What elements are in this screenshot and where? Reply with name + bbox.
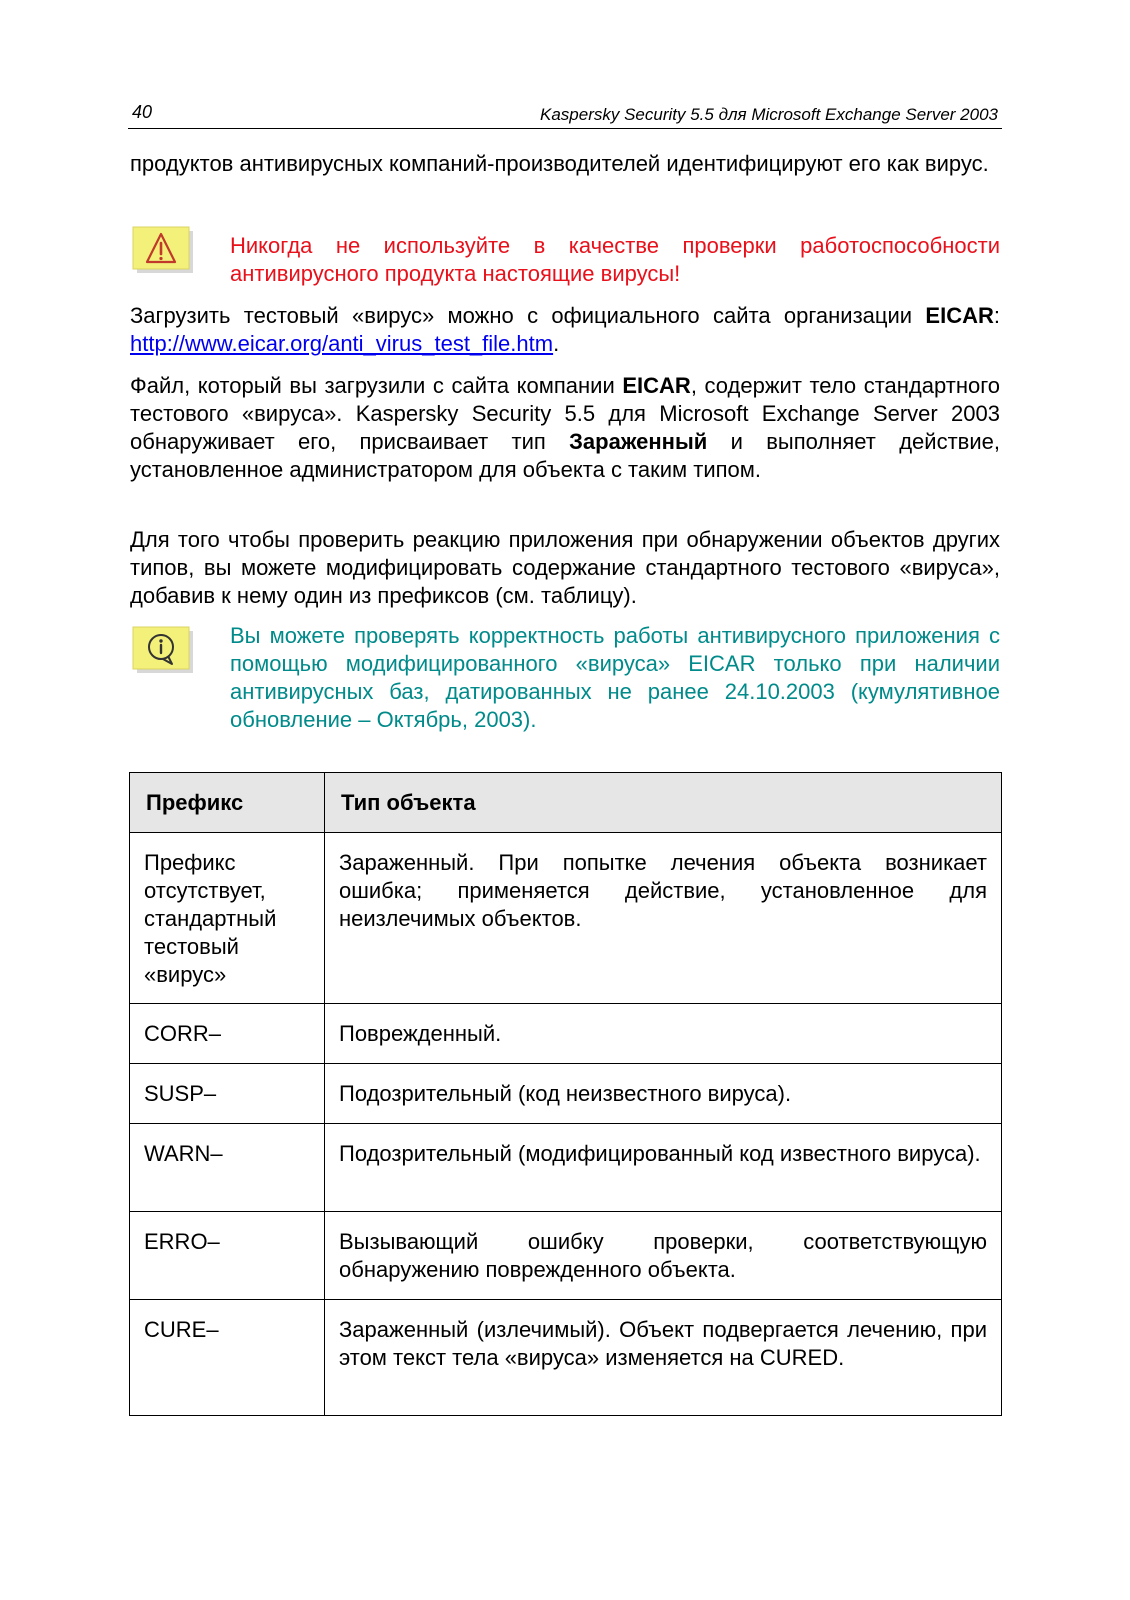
table-row: [130, 1300, 1002, 1416]
warning-note: Никогда не используйте в качестве проверки работоспособности антивирусного продукта настоящие вирусы!: [230, 233, 1000, 286]
header-prefix: Префикс: [130, 773, 325, 833]
warning-triangle-icon: [130, 224, 196, 276]
type-cell: Подозрительный (код неизвестного вируса).: [325, 1064, 1002, 1124]
prefix-cell: CORR–: [130, 1004, 325, 1064]
info-icon: [130, 624, 196, 676]
paragraph-3: [130, 372, 1000, 484]
paragraph-2: [130, 302, 1000, 358]
page-header: [128, 96, 1002, 129]
paragraph-1: продуктов антивирусных компаний-производителей идентифицируют его как вирус.: [130, 151, 989, 176]
table-row: [130, 833, 1002, 1004]
prefix-cell: SUSP–: [130, 1064, 325, 1124]
table-row: [130, 1004, 1002, 1064]
p3-part2: , содержит тело стандартного тестового «вируса». Kaspersky Security 5.5 для Microsoft Exchange Server 2003 обнаруживает его, присваивает тип: [130, 373, 1000, 454]
type-cell: Поврежденный.: [325, 1004, 1002, 1064]
page-number: 40: [132, 102, 153, 122]
info-note: Вы можете проверять корректность работы антивирусного приложения с помощью модифицированного «вируса» EICAR только при наличии антивирусных баз, датированных не ранее 24.10.2003 (кумулятивное обновление – Октябрь, 2003).: [230, 623, 1000, 732]
type-cell: Зараженный. При попытке лечения объекта возникает ошибка; применяется действие, установленное для неизлечимых объектов.: [325, 833, 1002, 1004]
p3-part3: и выполняет действие, установленное администратором для объекта с таким типом.: [130, 429, 1000, 482]
p2-end: .: [553, 331, 560, 356]
prefix-cell: ERRO–: [130, 1212, 325, 1300]
p2-org: EICAR: [925, 303, 994, 328]
table-row: [130, 1064, 1002, 1124]
p3-org: EICAR: [622, 373, 691, 398]
prefix-cell: Префикс отсутствует, стандартный тестовый «вирус»: [130, 833, 325, 1004]
p2-sep: :: [993, 303, 1000, 328]
type-cell: Подозрительный (модифицированный код известного вируса).: [325, 1124, 1002, 1212]
p3-type: Зараженный: [569, 429, 708, 454]
eicar-link[interactable]: http://www.eicar.org/anti_virus_test_file.htm: [130, 331, 554, 356]
p2-text: Загрузить тестовый «вирус» можно с официального сайта организации: [130, 303, 913, 328]
p3-part1: Файл, который вы загрузили с сайта компании: [130, 373, 615, 398]
table-row: [130, 1212, 1002, 1300]
type-cell: Вызывающий ошибку проверки, соответствующую обнаружению поврежденного объекта.: [325, 1212, 1002, 1300]
table-header-row: [130, 773, 1002, 833]
paragraph-4: Для того чтобы проверить реакцию приложения при обнаружении объектов других типов, вы можете модифицировать содержание стандартного тестового «вируса», добавив к нему один из префиксов (см. таблицу).: [130, 527, 1000, 608]
prefix-table: [129, 772, 1002, 1416]
header-title: Kaspersky Security 5.5 для Microsoft Exchange Server 2003: [540, 105, 998, 124]
prefix-cell: CURE–: [130, 1300, 325, 1416]
header-object-type: Тип объекта: [325, 773, 1002, 833]
type-cell: Зараженный (излечимый). Объект подвергается лечению, при этом текст тела «вируса» изменяется на CURED.: [325, 1300, 1002, 1416]
prefix-cell: WARN–: [130, 1124, 325, 1212]
table-row: [130, 1124, 1002, 1212]
